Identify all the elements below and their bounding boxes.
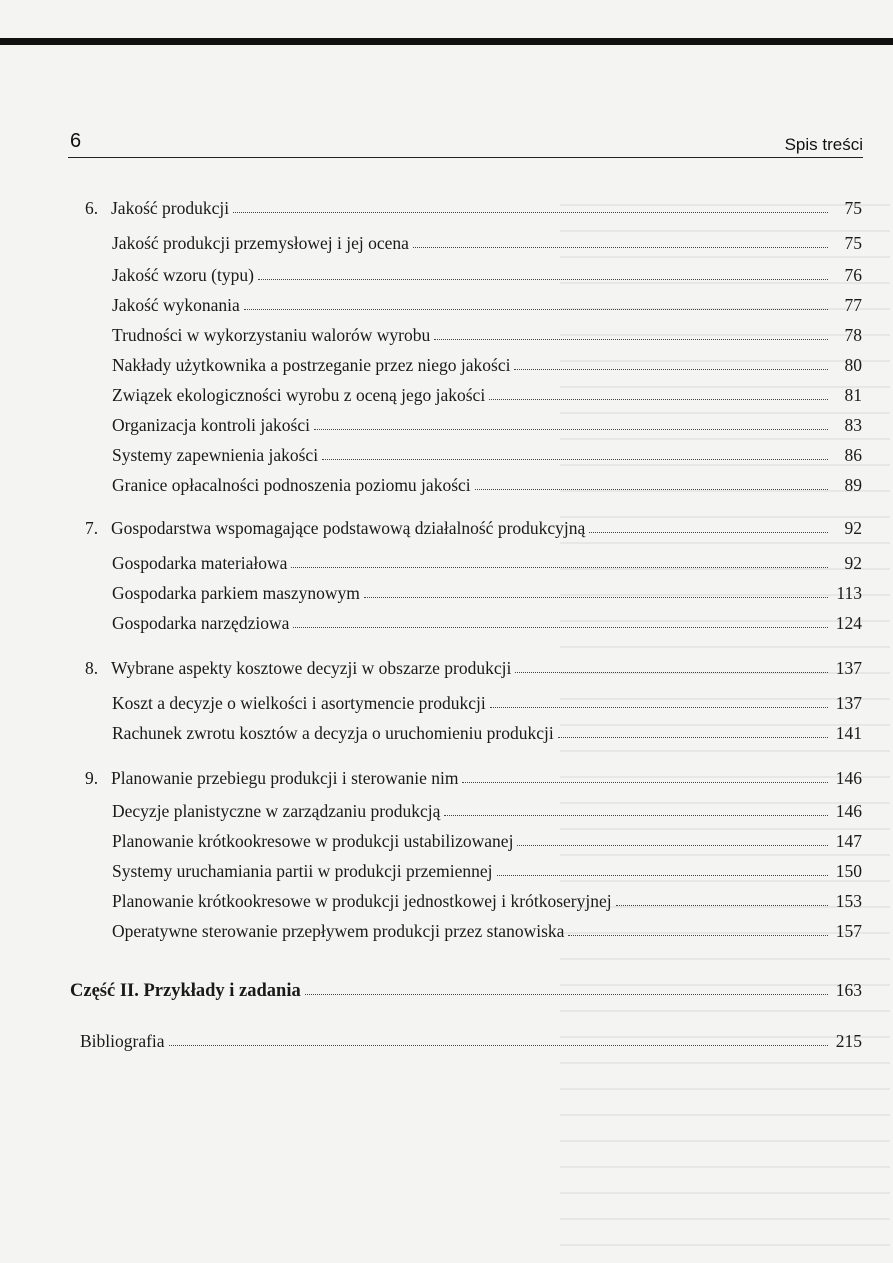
toc-entry-title: Decyzje planistyczne w zarządzaniu produkcją xyxy=(112,801,441,821)
toc-entry xyxy=(112,352,862,378)
toc-entry-title: Organizacja kontroli jakości xyxy=(112,415,310,435)
toc-page-number: 92 xyxy=(844,553,862,573)
toc-dot-leader xyxy=(475,472,828,490)
toc-entry xyxy=(112,690,862,716)
toc-entry xyxy=(112,798,862,824)
toc-entry xyxy=(112,382,862,408)
page-number: 6 xyxy=(70,130,82,152)
toc-entry xyxy=(112,262,862,288)
toc-page-number: 75 xyxy=(844,198,862,218)
toc-entry-title: Trudności w wykorzystaniu walorów wyrobu xyxy=(112,325,431,345)
toc-dot-leader xyxy=(434,322,828,340)
toc-entry xyxy=(112,720,862,746)
toc-page-number: 92 xyxy=(844,518,862,538)
toc-chapter-number: 7. xyxy=(85,518,99,538)
toc-entry-title: Systemy uruchamiania partii w produkcji przemiennej xyxy=(112,861,493,881)
toc-page-number: 137 xyxy=(835,693,862,713)
toc-dot-leader xyxy=(293,610,828,628)
toc-entry-title: Gospodarka narzędziowa xyxy=(112,613,290,633)
toc-entry-title: Wybrane aspekty kosztowe decyzji w obszarze produkcji xyxy=(111,658,512,678)
toc-chapter-entry xyxy=(85,765,862,791)
toc-page-number: 75 xyxy=(844,233,862,253)
toc-entry xyxy=(112,858,862,884)
toc-entry-title: Planowanie krótkookresowe w produkcji jednostkowej i krótkoseryjnej xyxy=(112,891,612,911)
toc-page-number: 146 xyxy=(835,801,862,821)
toc-dot-leader xyxy=(558,720,828,738)
toc-dot-leader xyxy=(413,230,828,248)
toc-dot-leader xyxy=(305,977,828,995)
toc-entry xyxy=(112,550,862,576)
toc-dot-leader xyxy=(322,442,828,460)
toc-page-number: 81 xyxy=(844,385,862,405)
toc-page-number: 77 xyxy=(844,295,862,315)
toc-page-number: 137 xyxy=(835,658,862,678)
toc-dot-leader xyxy=(514,352,828,370)
toc-dot-leader xyxy=(244,292,828,310)
toc-dot-leader xyxy=(169,1028,828,1046)
running-title: Spis treści xyxy=(784,135,863,154)
toc-entry xyxy=(112,610,862,636)
toc-chapter-entry xyxy=(85,515,862,541)
top-border xyxy=(0,38,893,45)
toc-dot-leader xyxy=(258,262,828,280)
toc-page-number: 215 xyxy=(835,1031,862,1051)
toc-entry-title: Jakość wzoru (typu) xyxy=(112,265,254,285)
toc-page-number: 147 xyxy=(835,831,862,851)
toc-page-number: 146 xyxy=(835,768,862,788)
toc-dot-leader xyxy=(233,195,828,213)
toc-dot-leader xyxy=(616,888,828,906)
toc-dot-leader xyxy=(497,858,828,876)
toc-entry xyxy=(80,1028,862,1054)
toc-page-number: 157 xyxy=(835,921,862,941)
toc-entry xyxy=(112,292,862,318)
toc-entry xyxy=(112,918,862,944)
toc-page-number: 78 xyxy=(844,325,862,345)
toc-page-number: 80 xyxy=(844,355,862,375)
toc-dot-leader xyxy=(462,765,828,783)
toc-entry-title: Gospodarstwa wspomagające podstawową działalność produkcyjną xyxy=(111,518,586,538)
toc-page-number: 83 xyxy=(844,415,862,435)
toc-dot-leader xyxy=(291,550,828,568)
toc-entry-title: Gospodarka materiałowa xyxy=(112,553,288,573)
toc-page-number: 153 xyxy=(835,891,862,911)
toc-entry-title: Operatywne sterowanie przepływem produkcji przez stanowiska xyxy=(112,921,565,941)
toc-entry-title: Gospodarka parkiem maszynowym xyxy=(112,583,360,603)
toc-dot-leader xyxy=(515,655,828,673)
toc-entry-title: Związek ekologiczności wyrobu z oceną jego jakości xyxy=(112,385,486,405)
toc-chapter-entry xyxy=(85,195,862,221)
toc-entry xyxy=(112,472,862,498)
toc-page-number: 124 xyxy=(835,613,862,633)
toc-entry xyxy=(112,888,862,914)
toc-entry xyxy=(112,412,862,438)
toc-entry-title: Część II. Przykłady i zadania xyxy=(70,981,301,1001)
toc-page-number: 76 xyxy=(844,265,862,285)
toc-entry-title: Nakłady użytkownika a postrzeganie przez niego jakości xyxy=(112,355,511,375)
toc-page-number: 89 xyxy=(844,475,862,495)
toc-entry xyxy=(112,230,862,256)
toc-dot-leader xyxy=(589,515,828,533)
toc-entry-title: Jakość produkcji xyxy=(111,198,230,218)
toc-dot-leader xyxy=(489,382,828,400)
toc-chapter-number: 6. xyxy=(85,198,99,218)
toc-dot-leader xyxy=(364,580,828,598)
toc-entry-title: Koszt a decyzje o wielkości i asortymencie produkcji xyxy=(112,693,486,713)
toc-entry xyxy=(112,442,862,468)
toc-entry-title: Systemy zapewnienia jakości xyxy=(112,445,319,465)
toc-page-number: 141 xyxy=(835,723,862,743)
toc-entry-title: Jakość produkcji przemysłowej i jej ocena xyxy=(112,233,409,253)
toc-chapter-number: 8. xyxy=(85,658,99,678)
toc-page-number: 113 xyxy=(836,583,862,603)
header-rule xyxy=(68,157,863,158)
toc-entry-title: Granice opłacalności podnoszenia poziomu jakości xyxy=(112,475,471,495)
toc-dot-leader xyxy=(314,412,828,430)
toc-chapter-number: 9. xyxy=(85,768,99,788)
toc-page-number: 86 xyxy=(844,445,862,465)
toc-entry xyxy=(112,580,862,606)
toc-entry-title: Rachunek zwrotu kosztów a decyzja o uruchomieniu produkcji xyxy=(112,723,554,743)
toc-dot-leader xyxy=(568,918,828,936)
toc-entry xyxy=(112,322,862,348)
toc-dot-leader xyxy=(517,828,828,846)
toc-page-number: 163 xyxy=(835,980,862,1000)
toc-entry-title: Planowanie krótkookresowe w produkcji ustabilizowanej xyxy=(112,831,514,851)
toc-part-heading xyxy=(70,977,862,1003)
toc-entry-title: Bibliografia xyxy=(80,1031,165,1051)
toc-dot-leader xyxy=(444,798,828,816)
toc-dot-leader xyxy=(490,690,828,708)
toc-entry xyxy=(112,828,862,854)
toc-entry-title: Jakość wykonania xyxy=(112,295,240,315)
toc-chapter-entry xyxy=(85,655,862,681)
toc-page-number: 150 xyxy=(835,861,862,881)
toc-entry-title: Planowanie przebiegu produkcji i sterowanie nim xyxy=(111,768,459,788)
